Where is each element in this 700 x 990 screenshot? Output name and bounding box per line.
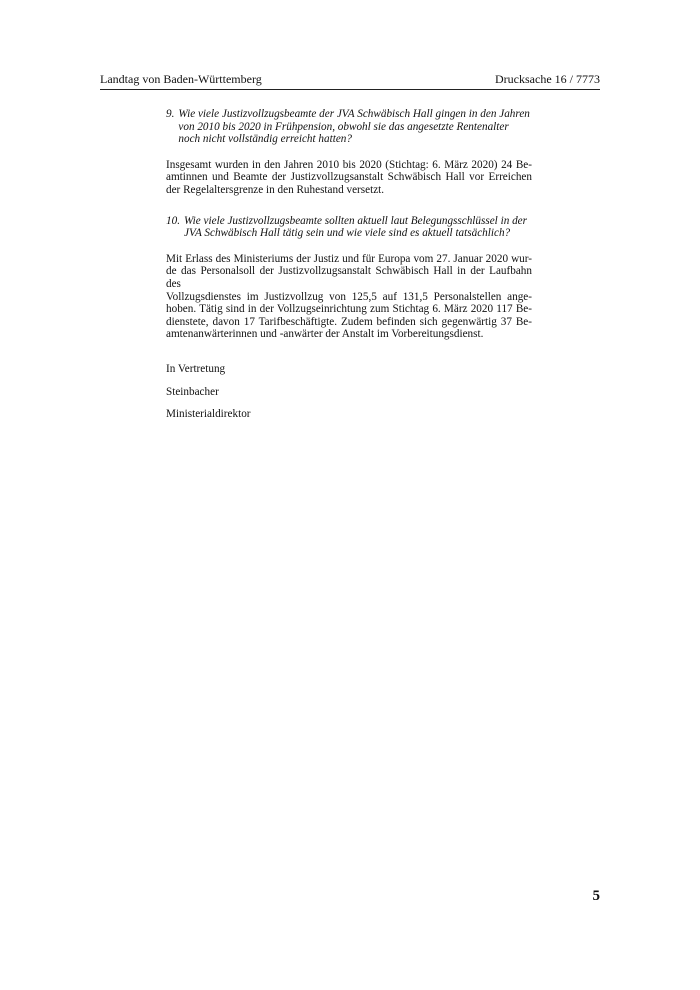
page-header [100,72,600,90]
question-9 [166,108,532,146]
answer-9 [166,159,532,197]
signature-title: Ministerialdirektor [166,408,251,421]
answer-10-line: de das Personalsoll der Justizvollzugsanstalt Schwäbisch Hall in der Laufbahn des [166,265,532,290]
page-number: 5 [592,888,600,904]
answer-9-line: der Regelaltersgrenze in den Ruhestand versetzt. [166,183,385,196]
question-9-text: Wie viele Justizvollzugsbeamte der JVA Schwäbisch Hall gingen in den Jahren von 2010 bis 2020 in Frühpension, obwohl sie das angesetzte Rentenalter noch nicht vollständig erreicht hatten? [178,108,530,146]
answer-10 [166,253,532,341]
answer-10-line: Vollzugsdienstes im Justizvollzug von 125,5 auf 131,5 Personalstellen ange- [166,290,532,303]
question-10-text: Wie viele Justizvollzugsbeamte sollten aktuell laut Belegungsschlüssel in der JVA Schwäbisch Hall tätig sein und wie viele sind es aktuell tatsächlich? [183,214,527,240]
answer-10-line: Mit Erlass des Ministeriums der Justiz und für Europa vom 27. Januar 2020 wur- [166,252,532,265]
answer-9-line: amtinnen und Beamte der Justizvollzugsanstalt Schwäbisch Hall vor Erreichen [166,171,532,184]
answer-10-line: amtenanwärterinnen und -anwärter der Anstalt im Vorbereitungsdienst. [166,328,484,341]
question-10-number: 10. [166,214,180,227]
answer-10-line: dienstete, davon 17 Tarifbeschäftigte. Zudem befinden sich gegenwärtig 37 Be- [166,315,532,328]
header-parliament: Landtag von Baden-Württemberg [100,72,262,86]
question-10 [166,215,532,240]
signature-representation: In Vertretung [166,362,226,375]
header-document-number: Drucksache 16 / 7773 [495,72,600,86]
document-body [166,108,532,431]
signature-block [166,363,532,421]
signature-name: Steinbacher [166,385,219,398]
question-9-number: 9. [166,108,175,120]
answer-9-line: Insgesamt wurden in den Jahren 2010 bis 2020 (Stichtag: 6. März 2020) 24 Be- [166,158,532,171]
answer-10-line: hoben. Tätig sind in der Vollzugseinrichtung zum Stichtag 6. März 2020 117 Be- [166,303,532,316]
